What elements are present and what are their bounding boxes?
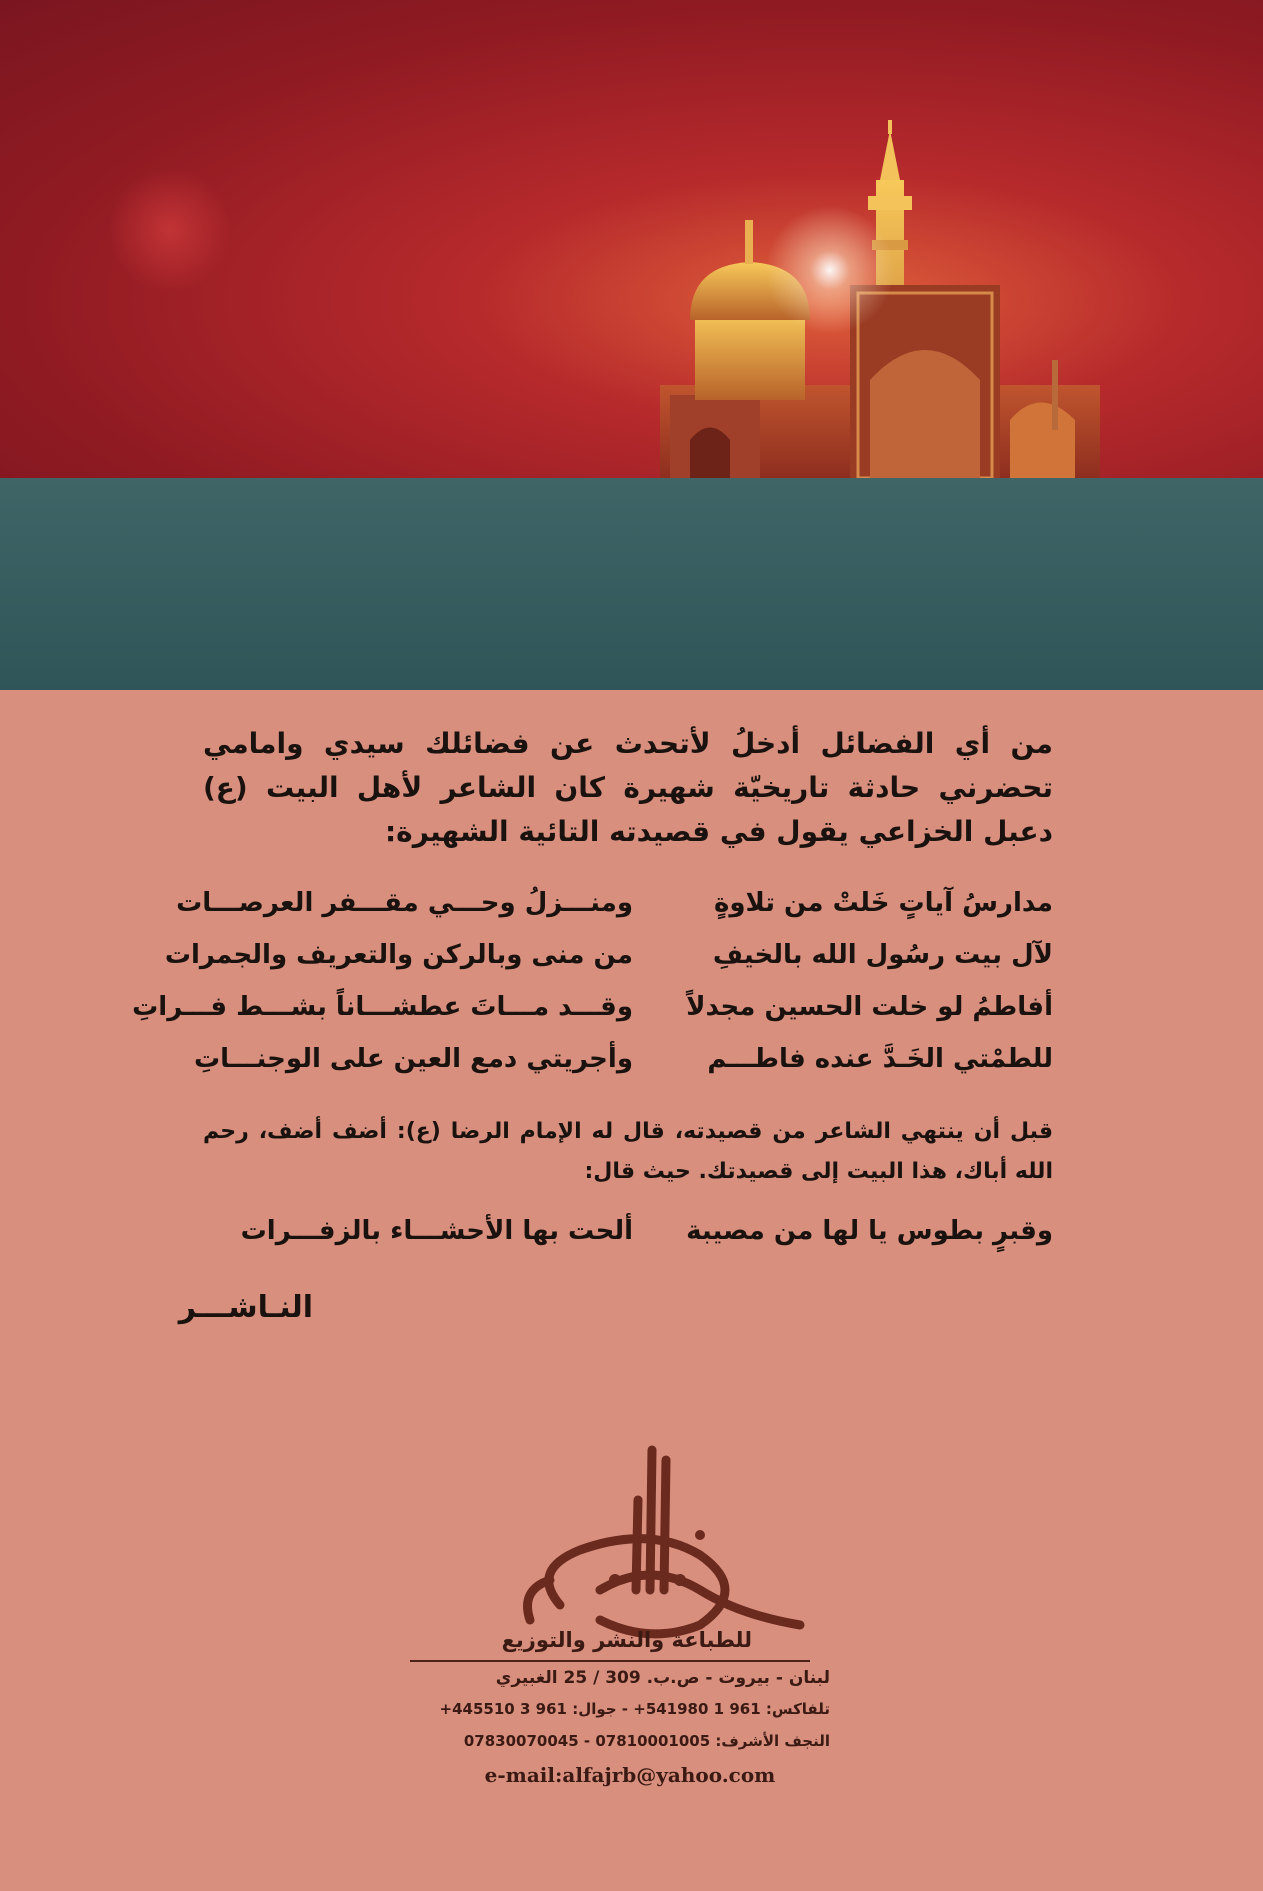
narration-paragraph: قبل أن ينتهي الشاعر من قصيدته، قال له الإمام الرضا (ع): أضف أضف، رحم الله أباك، هذا البيت إلى قصيدتك. حيث قال: [203, 1119, 1053, 1184]
verse-line [176, 888, 1053, 934]
verse-line [164, 940, 1053, 986]
verse-second-hemistich: ألحت بها الأحشـــاء بالزفـــرات [240, 1216, 633, 1246]
verse-first-hemistich: مدارسُ آياتٍ خَلتْ من تلاوةٍ [713, 888, 1053, 918]
verse-second-hemistich: ومنـــزلُ وحـــي مقـــفر العرصـــات [176, 888, 633, 918]
teal-band [0, 478, 1263, 690]
publisher-name: للطباعة والنشر والتوزيع [501, 1628, 752, 1652]
publisher-phones: تلفاكس: 961 1 541980+ - جوال: 961 3 445510+ [439, 1700, 830, 1718]
verse-first-hemistich: وقبرٍ بطوس يا لها من مصيبة [686, 1216, 1053, 1246]
publisher-calligraphy-logo [500, 1440, 820, 1650]
final-verse-line [203, 1216, 1053, 1262]
publisher-signature: النـاشـــر [178, 1290, 313, 1325]
publisher-najaf-phones: النجف الأشرف: 07810001005 - 07830070045 [463, 1732, 830, 1750]
verse-first-hemistich: لآل بيت رسُول الله بالخيفِ [712, 940, 1053, 970]
shrine-photo-band [0, 0, 1263, 478]
verse-line [194, 1044, 1053, 1090]
verse-first-hemistich: أفاطمُ لو خلت الحسين مجدلاً [686, 992, 1053, 1022]
publisher-email: e-mail:alfajrb@yahoo.com [484, 1763, 776, 1787]
shrine-silhouette [0, 0, 1263, 478]
verse-first-hemistich: للطمْتي الخَـدَّ عنده فاطـــم [707, 1044, 1053, 1074]
verse-second-hemistich: وأجريتي دمع العين على الوجنـــاتِ [194, 1044, 633, 1074]
verse-second-hemistich: وقـــد مـــاتَ عطشـــاناً بشـــط فـــراتِ [132, 992, 633, 1022]
intro-paragraph: من أي الفضائل أدخلُ لأتحدث عن فضائلك سيدي وامامي تحضرني حادثة تاريخيّة شهيرة كان الشاعر لأهل البيت (ع) دعبل الخزاعي يقول في قصيدته التائية الشهيرة: [203, 727, 1053, 848]
publisher-address: لبنان - بيروت - ص.ب. 309 / 25 الغبيري [495, 1668, 830, 1688]
verse-line [132, 992, 1053, 1038]
divider [410, 1660, 810, 1662]
verse-second-hemistich: من منى وبالركن والتعريف والجمرات [164, 940, 633, 970]
light-flare [760, 200, 900, 340]
